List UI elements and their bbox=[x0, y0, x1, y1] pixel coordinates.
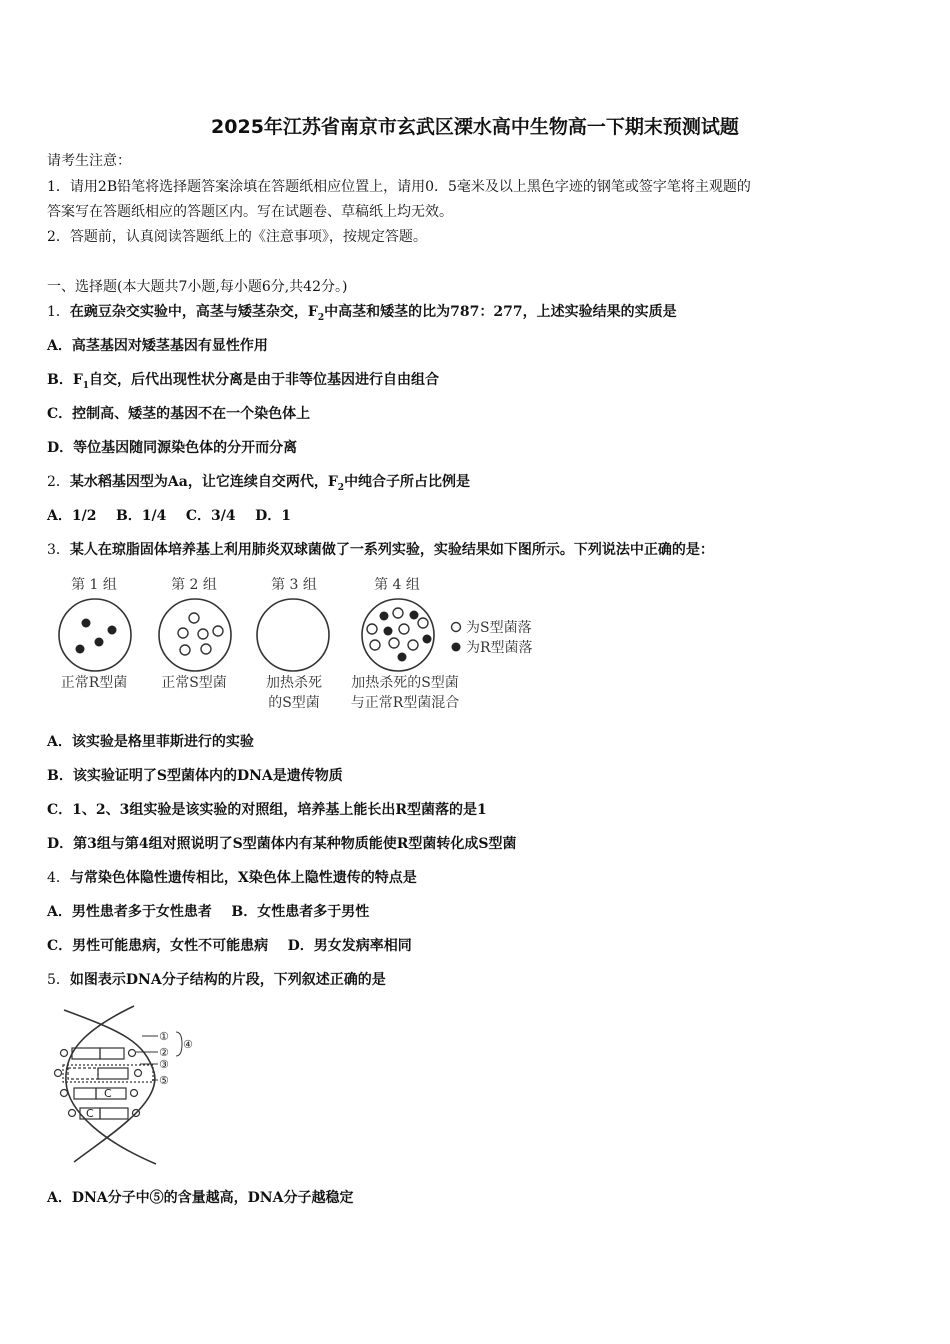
section-heading: 一、选择题(本大题共7小题,每小题6分,共42分。) bbox=[47, 279, 348, 295]
question-3-option-c: C．1、2、3组实验是该实验的对照组，培养基上能长出R型菌落的是1 bbox=[47, 802, 487, 818]
s-colony bbox=[418, 618, 428, 628]
s-colony bbox=[201, 644, 211, 654]
sugar-block bbox=[72, 1048, 100, 1059]
legend-r-label: 为R型菌落 bbox=[466, 640, 533, 656]
r-colony bbox=[82, 619, 91, 628]
page-title: 2025年江苏省南京市玄武区溧水高中生物高一下期末预测试题 bbox=[211, 116, 739, 138]
question-1-option-b-b: 自交，后代出现性状分离是由于非等位基因进行自由组合 bbox=[89, 372, 440, 388]
phosphate bbox=[69, 1110, 76, 1117]
question-2-options: A．1/2 B．1/4 C．3/4 D．1 bbox=[47, 508, 291, 524]
group-4-label-line-2: 与正常R型菌混合 bbox=[350, 695, 460, 711]
phosphate bbox=[61, 1050, 68, 1057]
question-2-sub: 2 bbox=[337, 482, 345, 493]
notice-item-2: 2．答题前，认真阅读答题纸上的《注意事项》，按规定答题。 bbox=[47, 229, 427, 245]
question-4 bbox=[47, 868, 417, 888]
s-colony bbox=[180, 645, 190, 655]
question-1-option-b-a: B．F bbox=[47, 372, 83, 388]
question-2 bbox=[47, 472, 470, 498]
s-colony bbox=[370, 640, 380, 650]
question-5-option-a: A．DNA分子中⑤的含量越高，DNA分子越稳定 bbox=[47, 1190, 354, 1206]
r-colony bbox=[108, 626, 117, 635]
question-1-text-b: 中高茎和矮茎的比为787：277，上述实验结果的实质是 bbox=[324, 304, 677, 320]
question-3-text: 某人在琼脂固体培养基上利用肺炎双球菌做了一系列实验，实验结果如下图所示。下列说法中正确的是： bbox=[69, 542, 714, 558]
s-colony bbox=[189, 613, 199, 623]
s-colony bbox=[399, 624, 409, 634]
nucleotide-dashed bbox=[68, 1068, 98, 1079]
marker-4: ④ bbox=[183, 1038, 193, 1051]
question-1-option-a: A．高茎基因对矮茎基因有显性作用 bbox=[47, 338, 268, 354]
group-2-colonies bbox=[178, 613, 223, 655]
s-colony bbox=[178, 628, 188, 638]
marker-5: ⑤ bbox=[159, 1074, 169, 1087]
question-3 bbox=[47, 540, 714, 560]
phosphate bbox=[61, 1090, 68, 1097]
marker-1: ① bbox=[159, 1030, 169, 1043]
question-5 bbox=[47, 970, 386, 990]
group-3-title: 第 3 组 bbox=[271, 577, 317, 593]
group-1-colonies bbox=[76, 619, 117, 654]
group-4-colonies bbox=[367, 608, 432, 662]
phosphate bbox=[135, 1070, 142, 1077]
r-colony bbox=[423, 635, 432, 644]
base-block bbox=[98, 1068, 128, 1079]
question-2-text-b: 中纯合子所占比例是 bbox=[344, 474, 471, 490]
question-1-sub: 2 bbox=[317, 312, 325, 323]
phosphate bbox=[55, 1070, 62, 1077]
group-3-dish bbox=[257, 599, 329, 671]
s-colony bbox=[367, 624, 377, 634]
base-c-2: C bbox=[86, 1107, 94, 1120]
question-3-option-a: A．该实验是格里菲斯进行的实验 bbox=[47, 734, 254, 750]
marker-2: ② bbox=[159, 1046, 169, 1059]
question-4-options-cd: C．男性可能患病，女性不可能患病 D．男女发病率相同 bbox=[47, 938, 412, 954]
question-1-option-b bbox=[47, 370, 439, 396]
notice-item-1-line-1: 1．请用2B铅笔将选择题答案涂填在答题纸相应位置上，请用0．5毫米及以上黑色字迹的钢笔或签字笔将主观题的 bbox=[47, 179, 751, 195]
s-colony bbox=[198, 629, 208, 639]
group-2-label: 正常S型菌 bbox=[161, 675, 227, 691]
question-1-number: 1． bbox=[47, 304, 70, 320]
legend-r-symbol bbox=[452, 643, 461, 652]
question-1-text-a: 在豌豆杂交实验中，高茎与矮茎杂交，F bbox=[69, 304, 318, 320]
base-block bbox=[74, 1088, 96, 1099]
question-5-text: 如图表示DNA分子结构的片段，下列叙述正确的是 bbox=[69, 972, 386, 988]
r-colony bbox=[410, 611, 419, 620]
question-3-number: 3． bbox=[47, 542, 70, 558]
s-colony bbox=[408, 640, 418, 650]
r-colony bbox=[95, 638, 104, 647]
r-colony bbox=[76, 645, 85, 654]
group-3-label-line-1: 加热杀死 bbox=[266, 675, 322, 691]
question-1 bbox=[47, 302, 677, 328]
question-3-option-d: D．第3组与第4组对照说明了S型菌体内有某种物质能使R型菌转化成S型菌 bbox=[47, 836, 517, 852]
legend-s-label: 为S型菌落 bbox=[466, 620, 532, 636]
notice-header: 请考生注意： bbox=[47, 153, 131, 169]
r-colony bbox=[384, 627, 393, 636]
question-1-option-b-sub: 1 bbox=[82, 380, 90, 391]
bracket bbox=[176, 1032, 182, 1056]
question-3-option-b: B．该实验证明了S型菌体内的DNA是遗传物质 bbox=[47, 768, 343, 784]
group-4-dish bbox=[362, 599, 434, 671]
dna-structure-figure bbox=[44, 1002, 196, 1168]
marker-3: ③ bbox=[159, 1058, 169, 1071]
base-c-1: C bbox=[104, 1087, 112, 1100]
question-2-text-a: 某水稻基因型为Aa，让它连续自交两代，F bbox=[69, 474, 338, 490]
group-1-title: 第 1 组 bbox=[71, 577, 117, 593]
s-colony bbox=[393, 608, 403, 618]
group-3-label-line-2: 的S型菌 bbox=[268, 695, 320, 711]
base-block bbox=[100, 1048, 124, 1059]
phosphate bbox=[131, 1090, 138, 1097]
notice-item-1-line-2: 答案写在答题纸相应的答题区内。写在试题卷、草稿纸上均无效。 bbox=[47, 204, 453, 220]
question-1-option-c: C．控制高、矮茎的基因不在一个染色体上 bbox=[47, 406, 311, 422]
r-colony bbox=[398, 653, 407, 662]
phosphate bbox=[129, 1050, 136, 1057]
question-1-option-d: D．等位基因随同源染色体的分开而分离 bbox=[47, 440, 298, 456]
question-5-number: 5． bbox=[47, 972, 70, 988]
group-2-title: 第 2 组 bbox=[171, 577, 217, 593]
r-colony bbox=[380, 612, 389, 621]
group-1-dish bbox=[59, 599, 131, 671]
base-block bbox=[100, 1108, 128, 1119]
group-4-title: 第 4 组 bbox=[374, 577, 420, 593]
bacteria-culture-figure bbox=[47, 571, 553, 714]
s-colony bbox=[213, 626, 223, 636]
group-1-label: 正常R型菌 bbox=[60, 675, 128, 691]
question-4-text: 与常染色体隐性遗传相比，X染色体上隐性遗传的特点是 bbox=[69, 870, 417, 886]
legend-s-symbol bbox=[452, 623, 461, 632]
s-colony bbox=[389, 638, 399, 648]
question-4-number: 4． bbox=[47, 870, 70, 886]
question-4-options-ab: A．男性患者多于女性患者 B．女性患者多于男性 bbox=[47, 904, 370, 920]
question-2-number: 2． bbox=[47, 474, 70, 490]
group-4-label-line-1: 加热杀死的S型菌 bbox=[351, 675, 459, 691]
